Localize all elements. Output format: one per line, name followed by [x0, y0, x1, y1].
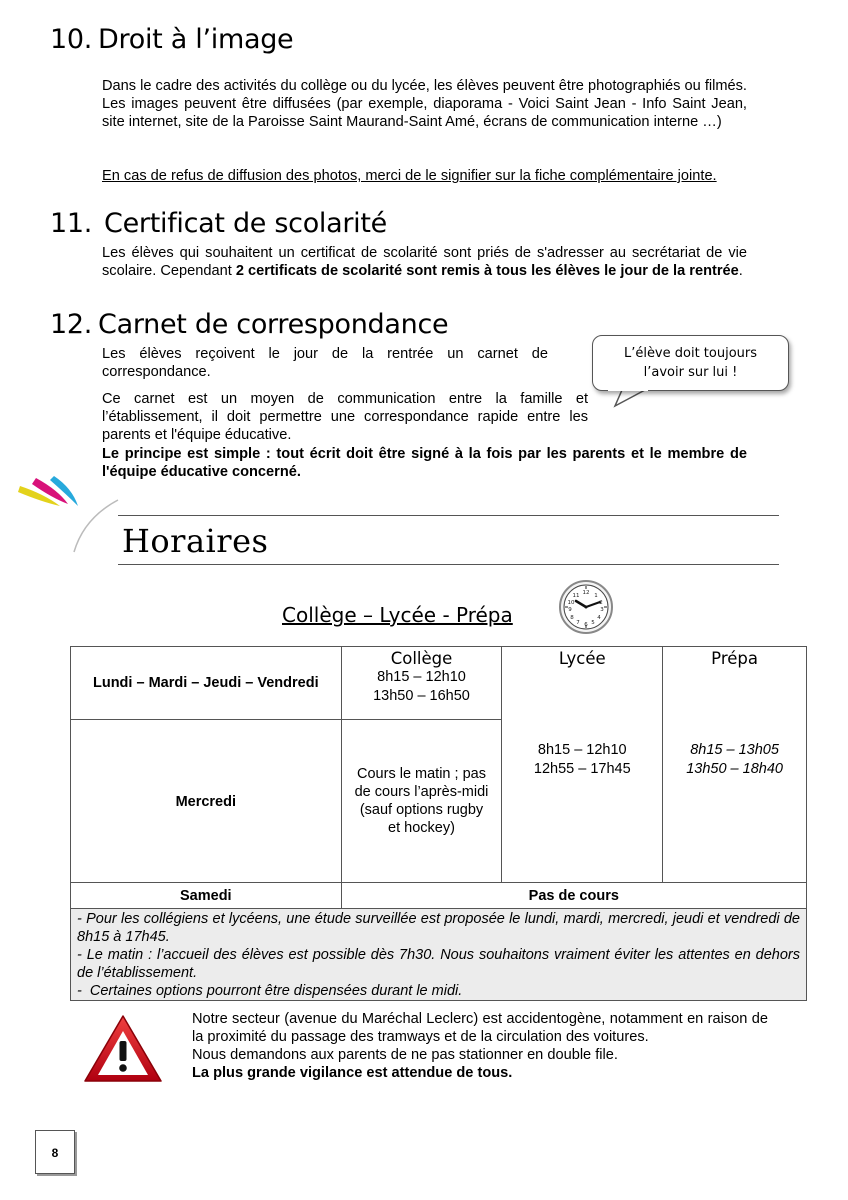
prepa-cell [663, 647, 807, 883]
bubble-line-2: l’avoir sur lui ! [643, 365, 738, 380]
section-number: 11. [50, 208, 93, 239]
svg-text:4: 4 [597, 615, 601, 621]
svg-text:8: 8 [570, 615, 574, 621]
warning-icon [82, 1013, 164, 1085]
mercredi-college-line-4: et hockey) [388, 820, 455, 836]
section-number: 10. [50, 24, 93, 55]
section-number: 12. [50, 309, 93, 340]
mercredi-college-cell [341, 720, 502, 883]
section-10-paragraph: Dans le cadre des activités du collège ou du lycée, les élèves peuvent être photographiés ou filmés. Les images peuvent être diffusées (par exemple, diaporama - Voici Saint Jean - Info Saint Jean, site internet, site de la Paroisse Saint Maurand-Saint Amé, écrans de communication interne …) [102, 78, 747, 130]
lycee-cell [502, 647, 663, 883]
college-hours-2: 13h50 – 16h50 [373, 688, 470, 704]
section-12-bold-paragraph: Le principe est simple : tout écrit doit être signé à la fois par les parents et le membre de l'équipe éducative concerné. [102, 446, 747, 480]
section-11-text: Les élèves qui souhaitent un certificat de scolarité sont priés de s'adresser au secrétariat de vie scolaire. Cependant [102, 245, 747, 279]
warning-line-1: Notre secteur (avenue du Maréchal Leclerc) est accidentogène, notamment en raison de la proximité du passage des tramways et de la circulation des voitures. [192, 1011, 768, 1045]
horaires-title: Horaires [122, 522, 269, 560]
clock-icon [558, 579, 614, 635]
svg-text:6: 6 [584, 622, 588, 628]
schedule-table [70, 646, 807, 1001]
section-title-text: Droit à l’image [98, 24, 294, 55]
notes-cell [71, 909, 807, 1001]
horaires-subtitle: Collège – Lycée - Prépa [282, 603, 513, 627]
bubble-tail-joint [608, 385, 648, 391]
note-item: - Le matin : l’accueil des élèves est possible dès 7h30. Nous souhaitons vraiment éviter les attentes en dehors de l’établissement. [77, 946, 801, 981]
section-11-paragraph [102, 244, 747, 280]
section-11-bold-text: 2 certificats de scolarité sont remis à tous les élèves le jour de la rentrée [235, 263, 739, 279]
section-12-title [50, 309, 448, 340]
page-number: 8 [35, 1130, 75, 1174]
table-row-samedi [71, 883, 807, 909]
logo-swoosh-icon [14, 476, 124, 556]
svg-text:12: 12 [582, 590, 590, 596]
section-11-title [50, 208, 387, 239]
section-12-paragraph-1: Les élèves reçoivent le jour de la rentrée un carnet de correspondance. [102, 346, 548, 380]
note-text: Pour les collégiens et lycéens, une étude surveillée est proposée le lundi, mardi, mercredi, jeudi et vendredi de 8h15 à 17h45. [77, 910, 800, 945]
section-11-text-end: . [738, 263, 743, 279]
note-item: - Pour les collégiens et lycéens, une étude surveillée est proposée le lundi, mardi, mercredi, jeudi et vendredi de 8h15 à 17h45. [77, 910, 800, 945]
warning-line-2: Nous demandons aux parents de ne pas stationner en double file. [192, 1047, 618, 1063]
lycee-hours [502, 741, 662, 779]
svg-text:7: 7 [576, 620, 580, 626]
horaires-top-rule [118, 515, 779, 516]
mercredi-college-line-3: (sauf options rugby [359, 802, 484, 818]
mercredi-college-line-1: Cours le matin ; pas [357, 766, 486, 782]
prepa-hours [663, 741, 806, 779]
table-row-weekdays [71, 647, 807, 720]
section-12-paragraph-2: Ce carnet est un moyen de communication entre la famille et l’établissement, il doit permettre une correspondance rapide entre les parents et l'équipe éducative. [102, 391, 588, 443]
prepa-hours-1: 8h15 – 13h05 [690, 742, 779, 758]
bubble-line-1: L’élève doit toujours [623, 346, 758, 361]
svg-text:3: 3 [600, 607, 604, 613]
prepa-header: Prépa [711, 649, 758, 668]
note-text: Le matin : l’accueil des élèves est possible dès 7h30. Nous souhaitons vraiment éviter les attentes en dehors de l’établissement. [77, 946, 801, 981]
note-item: - Certaines options pourront être dispensées durant le midi. [77, 982, 463, 999]
section-title-text: Carnet de correspondance [98, 309, 449, 340]
college-hours-1: 8h15 – 12h10 [377, 669, 466, 685]
lycee-header: Lycée [558, 649, 606, 668]
prepa-hours-2: 13h50 – 18h40 [686, 761, 783, 777]
college-weekdays-cell [341, 647, 502, 720]
lycee-hours-2: 12h55 – 17h45 [533, 761, 631, 777]
mercredi-college-line-2: de cours l’après-midi [354, 784, 489, 800]
section-title-text: Certificat de scolarité [104, 208, 387, 239]
svg-text:11: 11 [572, 593, 580, 599]
college-header: Collège [390, 649, 453, 668]
svg-text:1: 1 [594, 593, 598, 599]
svg-text:2: 2 [599, 600, 603, 606]
lycee-hours-1: 8h15 – 12h10 [537, 742, 627, 758]
section-10-title [50, 24, 293, 55]
mercredi-label: Mercredi [71, 720, 342, 883]
horaires-bottom-rule [118, 564, 779, 565]
samedi-label: Samedi [71, 883, 342, 909]
svg-text:10: 10 [567, 600, 575, 606]
note-text: Certaines options pourront être dispensées durant le midi. [89, 982, 463, 999]
warning-text [192, 1010, 768, 1082]
warning-bold-line: La plus grande vigilance est attendue de tous. [192, 1065, 513, 1081]
samedi-value: Pas de cours [341, 883, 806, 909]
table-row-notes [71, 909, 807, 1001]
svg-text:5: 5 [591, 620, 595, 626]
weekdays-label: Lundi – Mardi – Jeudi – Vendredi [71, 647, 342, 720]
callout-bubble [592, 335, 789, 391]
section-10-note: En cas de refus de diffusion des photos, merci de le signifier sur la fiche complémentaire jointe. [102, 168, 717, 184]
svg-text:9: 9 [568, 607, 572, 613]
